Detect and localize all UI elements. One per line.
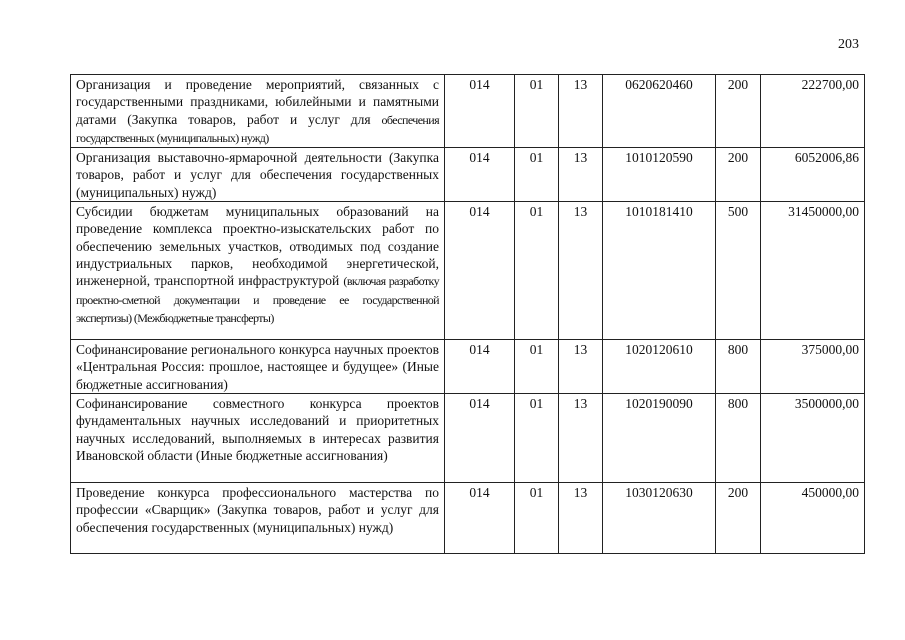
table-row [71, 483, 865, 554]
section-code: 01 [515, 340, 559, 394]
target-code: 0620620460 [603, 75, 716, 148]
target-code: 1010120590 [603, 148, 716, 202]
section-code: 01 [515, 148, 559, 202]
table-row [71, 340, 865, 394]
amount: 222700,00 [761, 75, 865, 148]
subsection-code: 13 [559, 483, 603, 554]
table-row [71, 394, 865, 483]
ministry-code: 014 [445, 202, 515, 340]
section-code: 01 [515, 202, 559, 340]
ministry-code: 014 [445, 148, 515, 202]
amount: 3500000,00 [761, 394, 865, 483]
section-code: 01 [515, 75, 559, 148]
subsection-code: 13 [559, 148, 603, 202]
row-description: Софинансирование совместного конкурса проектов фундаментальных научных исследований и приоритетных научных исследований, выполняемых в интересах развития Ивановской области (Иные бюджетные ассигнования) [71, 394, 445, 483]
expense-type-code: 200 [716, 75, 761, 148]
expense-type-code: 500 [716, 202, 761, 340]
table-row [71, 75, 865, 148]
budget-table [70, 74, 865, 554]
expense-type-code: 800 [716, 394, 761, 483]
target-code: 1010181410 [603, 202, 716, 340]
expense-type-code: 200 [716, 483, 761, 554]
ministry-code: 014 [445, 75, 515, 148]
row-description: Организация выставочно-ярмарочной деятельности (Закупка товаров, работ и услуг для обеспечения государственных (муниципальных) нужд) [71, 148, 445, 202]
row-description: Организация и проведение мероприятий, связанных с государственными праздниками, юбилейными и памятными датами (Закупка товаров, работ и услуг для обеспечения государственных (муниципальных) нужд) [71, 75, 445, 148]
row-description: Проведение конкурса профессионального мастерства по профессии «Сварщик» (Закупка товаров, работ и услуг для обеспечения государственных (муниципальных) нужд) [71, 483, 445, 554]
expense-type-code: 200 [716, 148, 761, 202]
target-code: 1020190090 [603, 394, 716, 483]
target-code: 1030120630 [603, 483, 716, 554]
amount: 375000,00 [761, 340, 865, 394]
amount: 450000,00 [761, 483, 865, 554]
amount: 6052006,86 [761, 148, 865, 202]
section-code: 01 [515, 394, 559, 483]
subsection-code: 13 [559, 394, 603, 483]
ministry-code: 014 [445, 340, 515, 394]
row-description: Софинансирование регионального конкурса научных проектов «Центральная Россия: прошлое, настоящее и будущее» (Иные бюджетные ассигнования) [71, 340, 445, 394]
section-code: 01 [515, 483, 559, 554]
page-number: 203 [838, 37, 859, 52]
row-description: Субсидии бюджетам муниципальных образований на проведение комплекса проектно-изыскательских работ по обеспечению земельных участков, отводимых под создание индустриальных парков, необходимой энергетической, инженерной, транспортной инфраструктурой (включая разработку проектно-сметной документации и проведение ее государственной экспертизы) (Межбюджетные трансферты) [71, 202, 445, 340]
subsection-code: 13 [559, 202, 603, 340]
table-row [71, 148, 865, 202]
subsection-code: 13 [559, 75, 603, 148]
ministry-code: 014 [445, 483, 515, 554]
subsection-code: 13 [559, 340, 603, 394]
expense-type-code: 800 [716, 340, 761, 394]
table-row [71, 202, 865, 340]
amount: 31450000,00 [761, 202, 865, 340]
target-code: 1020120610 [603, 340, 716, 394]
ministry-code: 014 [445, 394, 515, 483]
